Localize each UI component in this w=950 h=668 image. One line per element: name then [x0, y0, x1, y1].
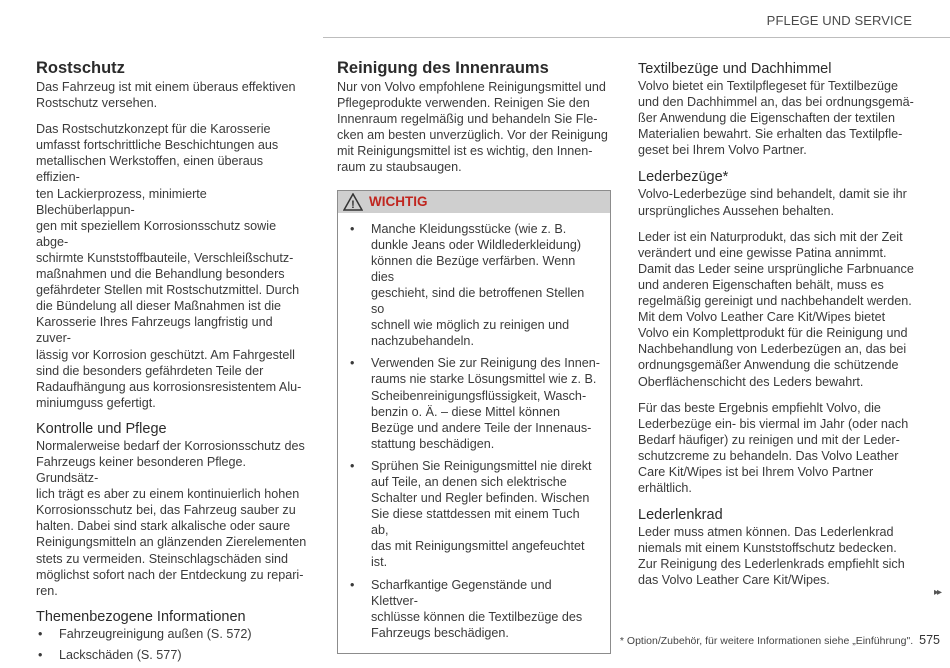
column-rostschutz: [36, 57, 308, 668]
rostschutz-paragraph: Das Rostschutzkonzept für die Karosserie umfasst fortschrittliche Beschichtungen aus metallischen Werkstoffen, einen überaus effizien- ten Lackierprozess, minimierte Blechüberlappun- gen mit speziellem Korrosionsschutz sowie abge- schirmte Kunststoffbauteile, Verschleißschutz- maßnahmen und die Behandlung besonders gefährdeter Stellen mit Rostschutzmittel. Durch die Bündelung all dieser Maßnahmen ist die Karosserie Ihres Fahrzeugs langfristig und zuver- lässig vor Korrosion geschützt. Am Fahrgestell sind die besonders gefährdeten Teile der Radaufhängung aus korrosionsresistentem Alu- miniumguss gefertigt.: [36, 122, 302, 410]
related-info-list: [36, 626, 308, 663]
rostschutz-intro: Das Fahrzeug ist mit einem überaus effektiven Rostschutz versehen.: [36, 80, 296, 111]
warning-header: [338, 191, 610, 213]
bullet: •: [38, 647, 43, 662]
svg-text:!: !: [351, 198, 355, 211]
kontrolle-pflege-paragraph: Normalerweise bedarf der Korrosionsschutz des Fahrzeugs keiner besonderen Pflege. Grundsätz- lich trägt es aber zu einem kontinuierlich hohen Korrosionsschutz bei, das Fahrzeug sauber zu halten. Dabei sind stark alkalische oder saure Reinigungsmitteln an glänzenden Zierelementen stets zu vermeiden. Steinschlagschäden sind möglichst sofort nach der Entdeckung zu repari- ren.: [36, 438, 307, 598]
warning-box: [337, 190, 611, 654]
textilbezuege-heading: Textilbezüge und Dachhimmel: [638, 61, 832, 77]
innenraum-intro: Nur von Volvo empfohlene Reinigungsmittel und Pflegeprodukte verwenden. Reinigen Sie den Innenraum regelmäßig und behandeln Sie Fle- cken am besten unverzüglich. Vor der Reinigung mit Reinigungsmittel ist es wichtig, den Innen- raum zu staubsaugen.: [337, 80, 608, 175]
textilbezuege-paragraph: Volvo bietet ein Textilpflegeset für Textilbezüge und den Dachhimmel an, das bei ordnungsgemä- ßer Anwendung die Eigenschaften der textilen Materialien bewahrt. Sie erhalten das Textilpfle- geset bei Ihrem Volvo Partner.: [638, 79, 914, 158]
warning-list: [348, 221, 600, 641]
lederbezuege-paragraph-1: Leder ist ein Naturprodukt, das sich mit der Zeit verändert und eine gewisse Patina annimmt. Damit das Leder seine ursprüngliche Farbnuance und anderen Eigenschaften behält, muss es regelmäßig gereinigt und nachbehandelt werden. Mit dem Volvo Leather Care Kit/Wipes bietet Volvo ein Komplettprodukt für die Reinigung und Nachbehandlung von Lederbezügen an, das bei ordnungsgemäßer Anwendung die schützende Oberflächenschicht des Leders bewahrt.: [638, 229, 914, 389]
next-page-arrows-icon: ▸▸: [933, 587, 940, 598]
lederlenkrad-heading: Lederlenkrad: [638, 507, 723, 524]
header-divider: [323, 37, 950, 38]
warning-body: [338, 213, 610, 653]
warning-item: • Verwenden Sie zur Reinigung des Innen- raums nie starke Lösungsmittel wie z. B. Scheibenreinigungsflüssigkeit, Wasch- benzin o. Ä. – diese Mittel können Bezüge und andere Teile der Innenaus- stattung beschädigen.: [350, 356, 600, 451]
lederbezuege-intro: Volvo-Lederbezüge sind behandelt, damit sie ihr ursprüngliches Aussehen behalten.: [638, 187, 907, 218]
section-header: PFLEGE UND SERVICE: [766, 13, 912, 28]
column-textil-leder: [638, 57, 916, 589]
bullet: •: [350, 356, 355, 371]
bullet: •: [350, 577, 355, 592]
warning-title: WICHTIG: [369, 193, 428, 209]
bullet: •: [350, 458, 355, 473]
warning-item: • Manche Kleidungsstücke (wie z. B. dunkle Jeans oder Wildlederkleidung) können die Bezüge verfärben. Wenn dies geschieht, sind die betroffenen Stellen so schnell wie möglich zu reinigen und nachzubehandeln.: [350, 221, 585, 349]
page-footer: [620, 633, 940, 647]
lederlenkrad-paragraph: Leder muss atmen können. Das Lederlenkrad niemals mit einem Kunststoffschutz bedecken. Zur Reinigung des Lederlenkrads empfiehlt sich das Volvo Leather Care Kit/Wipes.: [638, 525, 905, 588]
related-link-fahrzeugreinigung[interactable]: • Fahrzeugreinigung außen (S. 572): [38, 626, 252, 641]
lederbezuege-heading: Lederbezüge*: [638, 169, 729, 186]
warning-item: • Sprühen Sie Reinigungsmittel nie direkt auf Teile, an denen sich elektrische Schalter und Regler befinden. Wischen Sie diese stattdessen mit einem Tuch ab, das mit Reinigungsmittel angefeuchtet ist.: [350, 458, 592, 570]
rostschutz-title: Rostschutz: [36, 59, 125, 77]
column-innenraum: [337, 57, 611, 654]
related-link-lackschaeden[interactable]: • Lackschäden (S. 577): [38, 647, 182, 662]
bullet: •: [38, 626, 43, 641]
page-number: 575: [919, 633, 940, 647]
warning-triangle-icon: [343, 193, 363, 211]
related-info-heading: Themenbezogene Informationen: [36, 608, 246, 625]
bullet: •: [350, 221, 355, 236]
warning-item: • Scharfkantige Gegenstände und Klettver- schlüsse können die Textilbezüge des Fahrzeugs beschädigen.: [350, 577, 583, 640]
innenraum-title: Reinigung des Innenraums: [337, 59, 549, 77]
kontrolle-pflege-heading: Kontrolle und Pflege: [36, 420, 167, 437]
footnote: * Option/Zubehör, für weitere Informationen siehe „Einführung".: [619, 635, 914, 647]
lederbezuege-paragraph-2: Für das beste Ergebnis empfiehlt Volvo, die Lederbezüge ein- bis viermal im Jahr (oder nach Bedarf häufiger) zu reinigen und mit der Leder- schutzcreme zu behandeln. Das Volvo Leather Care Kit/Wipes ist bei Ihrem Volvo Partner erhältlich.: [638, 400, 909, 496]
